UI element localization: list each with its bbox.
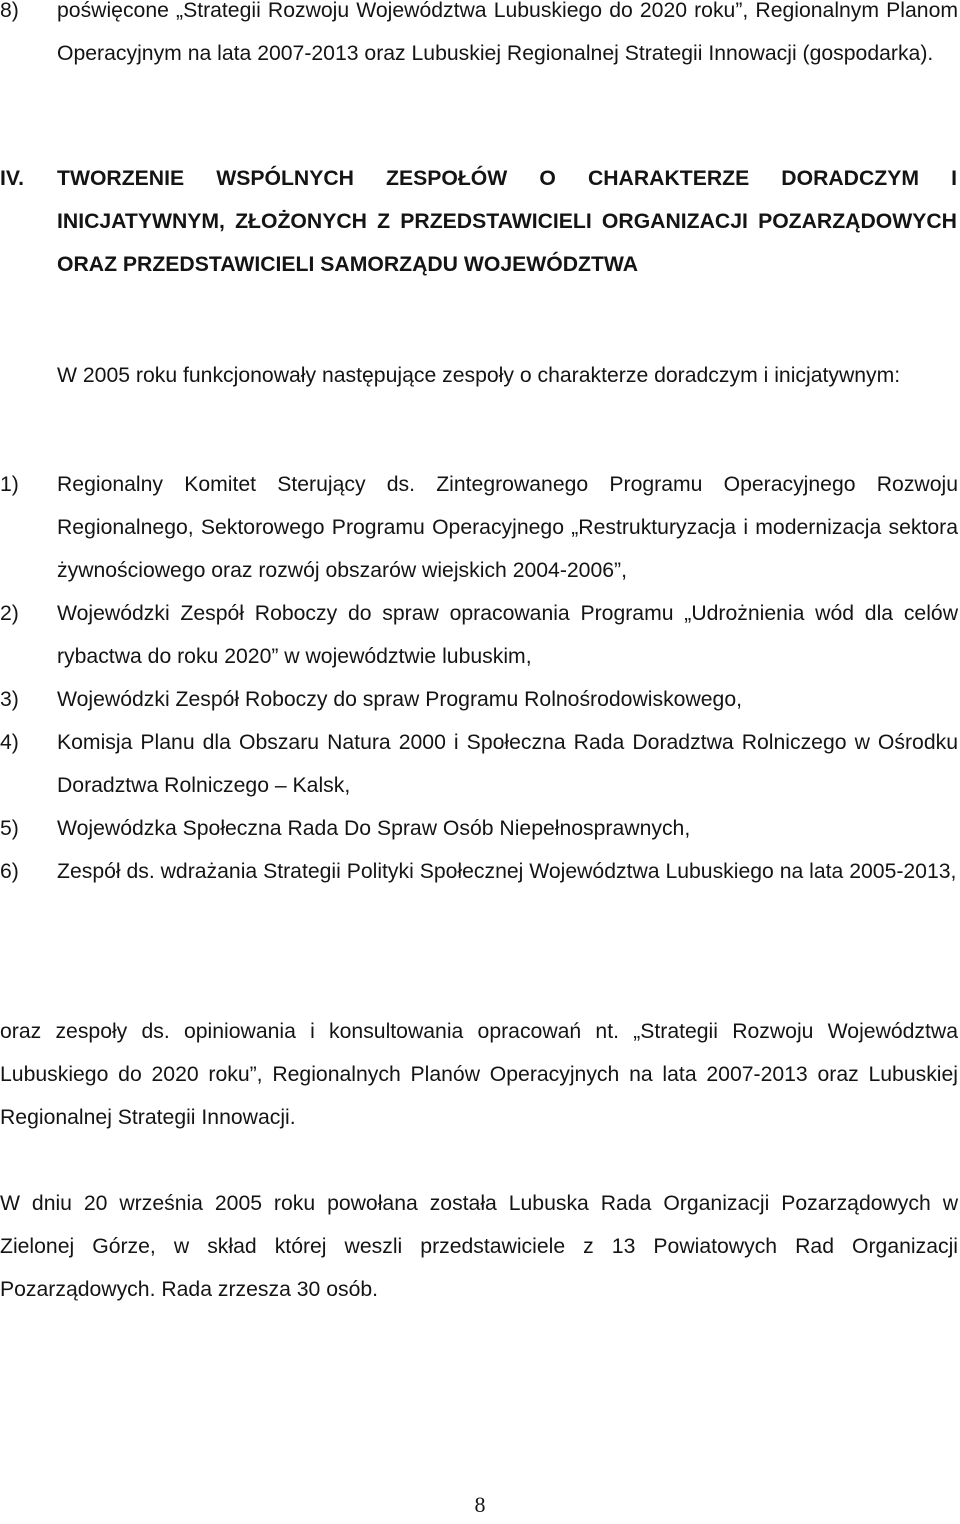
list-item-text: Wojewódzki Zespół Roboczy do spraw Programu Rolnośrodowiskowego, [57,688,742,711]
list-item-text: Komisja Planu dla Obszaru Natura 2000 i Społeczna Rada Doradztwa Rolniczego w Ośrodku Doradztwa Rolniczego – Kalsk, [57,731,958,797]
section-intro-paragraph [0,354,958,397]
section-title: TWORZENIE WSPÓLNYCH ZESPOŁÓW O CHARAKTERZE DORADCZYM I INICJATYWNYM, ZŁOŻONYCH Z PRZEDSTAWICIELI ORGANIZACJI POZARZĄDOWYCH ORAZ PRZEDSTAWICIELI SAMORZĄDU WOJEWÓDZTWA [57,167,957,276]
list-item-text: Zespół ds. wdrażania Strategii Polityki Społecznej Województwa Lubuskiego na lata 2005-2013, [57,860,957,883]
list-item-4 [0,721,958,807]
closing-paragraph: oraz zespoły ds. opiniowania i konsultowania opracowań nt. „Strategii Rozwoju Województwa Lubuskiego do 2020 roku”, Regionalnych Planów Operacyjnych na lata 2007-2013 oraz Lubuskiej Regionalnej Strategii Innowacji. [0,1020,958,1129]
section-number: IV. [0,167,24,190]
list-item-6 [0,850,958,893]
list-item-8 [0,0,958,75]
section-heading [0,157,960,286]
list-item-2 [0,592,958,678]
list-item-3 [0,678,958,721]
list-item-number: 8) [0,0,19,22]
list-item-text: Wojewódzka Społeczna Rada Do Spraw Osób Niepełnosprawnych, [57,817,691,840]
team-list [0,463,960,893]
list-item-number: 5) [0,817,19,840]
council-paragraph: W dniu 20 września 2005 roku powołana została Lubuska Rada Organizacji Pozarządowych w Zielonej Górze, w skład której weszli przedstawiciele z 13 Powiatowych Rad Organizacji Pozarządowych. Rada zrzesza 30 osób. [0,1192,958,1301]
page-number: 8 [474,1492,486,1517]
list-item-number: 1) [0,473,19,496]
list-item-text: Regionalny Komitet Sterujący ds. Zintegrowanego Programu Operacyjnego Rozwoju Regionalnego, Sektorowego Programu Operacyjnego „Restrukturyzacja i modernizacja sektora żywnościowego oraz rozwój obszarów wiejskich 2004-2006”, [57,473,958,582]
list-item-number: 6) [0,860,19,883]
list-item-1 [0,463,958,592]
list-item-number: 3) [0,688,19,711]
list-item-number: 2) [0,602,19,625]
list-item-text: poświęcone „Strategii Rozwoju Województwa Lubuskiego do 2020 roku”, Regionalnym Planom Operacyjnym na lata 2007-2013 oraz Lubuskiej Regionalnej Strategii Innowacji (gospodarka). [57,0,958,65]
list-item-5 [0,807,958,850]
list-item-number: 4) [0,731,19,754]
section-intro-text: W 2005 roku funkcjonowały następujące zespoły o charakterze doradczym i inicjatywnym: [57,364,901,387]
list-item-text: Wojewódzki Zespół Roboczy do spraw opracowania Programu „Udrożnienia wód dla celów rybactwa do roku 2020” w województwie lubuskim, [57,602,958,668]
